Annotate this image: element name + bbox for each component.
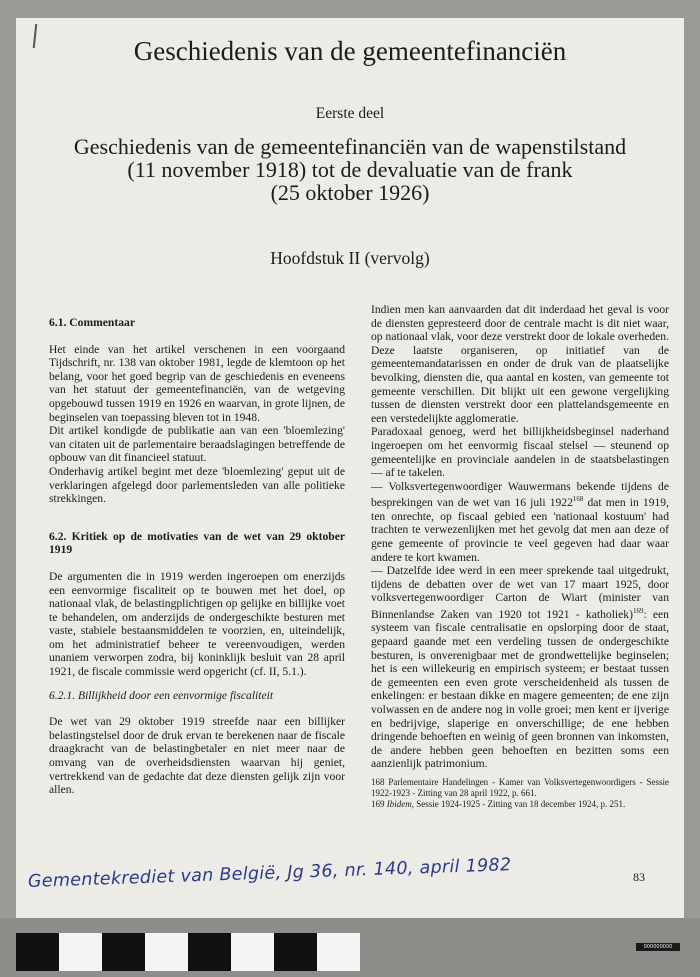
subtitle-line: (25 oktober 1926): [270, 180, 430, 205]
footnote-ibidem: Ibidem: [386, 798, 412, 809]
footnote-ref[interactable]: 168: [572, 495, 584, 504]
paragraph: Onderhavig artikel begint met deze 'bloemlezing' geput uit de verklaringen afgelegd door parlementsleden van alle politieke strekkingen.: [49, 464, 345, 506]
page-number: 83: [633, 870, 645, 884]
calibration-bar: [16, 933, 360, 971]
footnote: [371, 799, 669, 810]
left-column: [49, 316, 345, 797]
right-column: [371, 303, 669, 810]
archive-label: 000000000: [636, 943, 680, 951]
handwritten-annotation: Gementekrediet van Belgiё, Jg 36, nr. 140, april 1982: [27, 855, 512, 892]
calibration-patch: [16, 933, 59, 971]
paragraph: Dit artikel kondigde de publikatie aan van een 'bloemlezing' van citaten uit de parlementaire beraadslagingen betreffende de opbouw van dit financieel statuut.: [49, 424, 345, 465]
main-title: Geschiedenis van de gemeentefinanciën: [133, 36, 567, 66]
paragraph-text: : een systeem van fiscale centralisatie en opslorping door de staat, gepaard gaande met een verdeling tussen de ondergeschikte besturen, is onverenigbaar met de grondwettelijke beginselen; het is een willekeurig en empirisch systeem; er bestaat tussen de gemeenten een even grote verscheidenheid als tussen de enkelingen: er bestaan dikke en magere gemeenten; de ene zijn volwassen en de andere nog in volle groei; men kent er ijverige en bedrijvige, slaperige en onverschillige; de ene hebben dringende behoeften en weinig of geen bronnen van inkomsten, de andere hebben geen behoeften en bezitten soms een aanzienlijk patrimonium.: [371, 607, 669, 771]
footnote-ref[interactable]: 169: [632, 606, 644, 615]
calibration-patch: [231, 933, 274, 971]
subtitle-line: (11 november 1918) tot de devaluatie van de frank: [127, 157, 573, 182]
calibration-patch: [188, 933, 231, 971]
section-heading: 6.1. Commentaar: [49, 316, 135, 329]
chapter-heading: Hoofdstuk II (vervolg): [270, 248, 430, 268]
paragraph: Paradoxaal genoeg, werd het billijkheidsbeginsel naderhand ingeroepen om het eenvormig fiscaal stelsel — steunend op gemeentelijke en provinciale aandelen in de staatsbelastingen — af te takelen.: [371, 425, 669, 480]
subtitle-line: Geschiedenis van de gemeentefinanciën van de wapenstilstand: [73, 134, 627, 159]
paragraph: [371, 480, 669, 564]
calibration-patch: [102, 933, 145, 971]
calibration-patch: [317, 933, 360, 971]
paragraph: De wet van 29 oktober 1919 streefde naar een billijker belastingstelsel door de druk ervan te berekenen naar de fiscale draagkracht van de belastingbetaler en niet meer naar de omvang van de overheidsdiensten waarvan hij geniet, vertrekkend van de gedachte dat deze diensten gelijk zijn voor allen.: [49, 715, 345, 797]
paragraph: Het einde van het artikel verschenen in een voorgaand Tijdschrift, nr. 138 van oktober 1981, legde de klemtoon op het belang, voor het goed begrip van de geschiedenis en eveneens van het statuut der gemeentefinanciën, van de wetgeving opgebouwd tussen 1919 en 1926 en waarvan, in grote lijnen, de beginselen van toepassing bleven tot in 1948.: [49, 342, 345, 424]
part-label: Eerste deel: [315, 105, 385, 122]
calibration-patch: [145, 933, 188, 971]
paragraph-text: — Volksvertegenwoordiger Wauwermans bekende tijdens de besprekingen van de wet van 16 juli 1922: [371, 479, 669, 510]
paragraph: De argumenten die in 1919 werden ingeroepen om enerzijds een eenvormige fiscaliteit op te bouwen met het doel, op nationaal vlak, de belastingplichtigen op gelijke en billijke voet te behandelen, om anderzijds de ondergeschikte besturen met vaste, stabiele bestaansmiddelen te voorzien, en, uiteindelijk, om het administratief beheer te vereenvoudigen, werden unaniem verworpen zodra, bij koninklijk besluit van 28 april 1921, de fiscale commissie werd opgericht (cf. II, 5.1.).: [49, 569, 345, 679]
footnote-text: 169: [371, 798, 387, 809]
footnote: 168 Parlementaire Handelingen - Kamer van Volksvertegenwoordigers - Sessie 1922-1923 - Zitting van 28 april 1922, p. 661.: [371, 776, 669, 798]
subsection-heading: 6.2.1. Billijkheid door een eenvormige fiscaliteit: [49, 688, 274, 702]
calibration-patch: [59, 933, 102, 971]
section-heading: 6.2. Kritiek op de motivaties van de wet van 29 oktober 1919: [49, 529, 345, 557]
paragraph-text: dat men in 1919, ten onrechte, op fiscaal gebied een 'nationaal kostuum' had trachten te verwezenlijken met het gevolg dat men aan deze of gene gemeente of provincie te veel gegeven had daar waar andere te kort kwamen.: [371, 496, 669, 564]
calibration-patch: [274, 933, 317, 971]
paragraph: Indien men kan aanvaarden dat dit inderdaad het geval is voor de diensten gepresteerd door de centrale macht is dit niet waar, op nationaal vlak, voor deze verstrekt door de lokale overheden. Deze laatste organiseren, op initiatief van de gemeentemandatarissen en onder de druk van de plaatselijke bevolking, diensten die, qua aantal en kosten, van gemeente tot gemeente verschillen. Dit blijkt uit een gewone vergelijking tussen de diensten verstrekt door een plattelandsgemeente en een verstedelijkte agglomeratie.: [371, 303, 669, 425]
paragraph: [371, 564, 669, 771]
footnote-text: , Sessie 1924-1925 - Zitting van 18 december 1924, p. 251.: [411, 798, 626, 809]
paragraph-text: — Datzelfde idee werd in een meer sprekende taal uitgedrukt, tijdens de debatten over de wet van 17 maart 1925, door volksvertegenwoordiger Carton de Wiart (minister van Binnenlandse Zaken van 1920 tot 1921 - katholiek): [371, 564, 669, 621]
subtitle: [0, 135, 700, 204]
